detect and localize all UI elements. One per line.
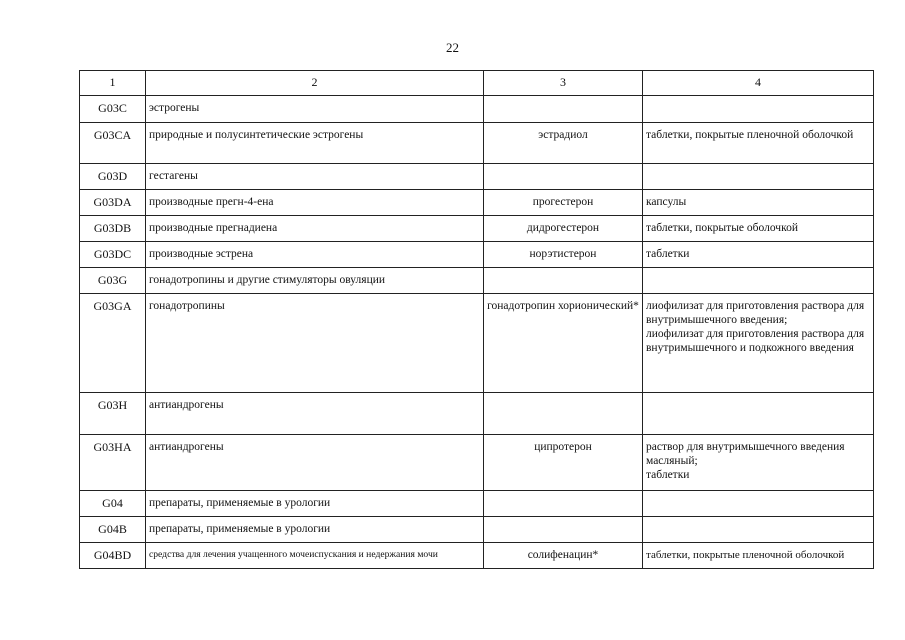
table-header-row (80, 71, 874, 96)
table-row (80, 393, 874, 435)
column-header: 1 (80, 71, 146, 96)
dosage-form: раствор для внутримышечного введения масляный; таблетки (643, 435, 874, 491)
drug-name (484, 491, 643, 517)
page-number: 22 (446, 40, 459, 55)
drug-name (484, 164, 643, 190)
table-row (80, 190, 874, 216)
table-row (80, 123, 874, 164)
table-row (80, 164, 874, 190)
atc-code: G03H (80, 393, 146, 435)
dosage-form: таблетки (643, 242, 874, 268)
atc-code: G03HA (80, 435, 146, 491)
drug-name (484, 517, 643, 543)
dosage-form (643, 393, 874, 435)
group-name: препараты, применяемые в урологии (146, 517, 484, 543)
group-name: производные прегн-4-ена (146, 190, 484, 216)
drug-name: солифенацин* (484, 543, 643, 569)
drug-name: дидрогестерон (484, 216, 643, 242)
dosage-form (643, 268, 874, 294)
column-header: 2 (146, 71, 484, 96)
table-row (80, 294, 874, 393)
table-row (80, 268, 874, 294)
column-header: 4 (643, 71, 874, 96)
group-name: антиандрогены (146, 435, 484, 491)
dosage-form (643, 491, 874, 517)
table-row (80, 543, 874, 569)
atc-code: G03DB (80, 216, 146, 242)
drug-name: эстрадиол (484, 123, 643, 164)
atc-code: G04B (80, 517, 146, 543)
group-name: гонадотропины (146, 294, 484, 393)
table-row (80, 435, 874, 491)
group-name: препараты, применяемые в урологии (146, 491, 484, 517)
drug-name (484, 96, 643, 123)
dosage-form: таблетки, покрытые оболочкой (643, 216, 874, 242)
dosage-form (643, 164, 874, 190)
drug-name (484, 268, 643, 294)
atc-code: G03DC (80, 242, 146, 268)
atc-code: G03CA (80, 123, 146, 164)
atc-code: G04BD (80, 543, 146, 569)
dosage-form: таблетки, покрытые пленочной оболочкой (643, 123, 874, 164)
table-row (80, 96, 874, 123)
table-row (80, 216, 874, 242)
atc-code: G03D (80, 164, 146, 190)
drug-table (79, 70, 874, 569)
table-row (80, 491, 874, 517)
group-name: производные эстрена (146, 242, 484, 268)
dosage-form (643, 517, 874, 543)
drug-name: норэтистерон (484, 242, 643, 268)
dosage-form: лиофилизат для приготовления раствора для внутримышечного введения; лиофилизат для приготовления раствора для внутримышечного и подкожного введения (643, 294, 874, 393)
drug-name: прогестерон (484, 190, 643, 216)
atc-code: G03C (80, 96, 146, 123)
group-name: природные и полусинтетические эстрогены (146, 123, 484, 164)
dosage-form: таблетки, покрытые пленочной оболочкой (643, 543, 874, 569)
group-name: эстрогены (146, 96, 484, 123)
atc-code: G03G (80, 268, 146, 294)
drug-name: гонадотропин хорионический* (484, 294, 643, 393)
drug-name: ципротерон (484, 435, 643, 491)
group-name: гонадотропины и другие стимуляторы овуляции (146, 268, 484, 294)
group-name: антиандрогены (146, 393, 484, 435)
atc-code: G03DA (80, 190, 146, 216)
group-name: гестагены (146, 164, 484, 190)
column-header: 3 (484, 71, 643, 96)
group-name: средства для лечения учащенного мочеиспускания и недержания мочи (146, 543, 484, 569)
drug-name (484, 393, 643, 435)
group-name: производные прегнадиена (146, 216, 484, 242)
dosage-form (643, 96, 874, 123)
atc-code: G04 (80, 491, 146, 517)
dosage-form: капсулы (643, 190, 874, 216)
atc-code: G03GA (80, 294, 146, 393)
table-row (80, 242, 874, 268)
table-row (80, 517, 874, 543)
